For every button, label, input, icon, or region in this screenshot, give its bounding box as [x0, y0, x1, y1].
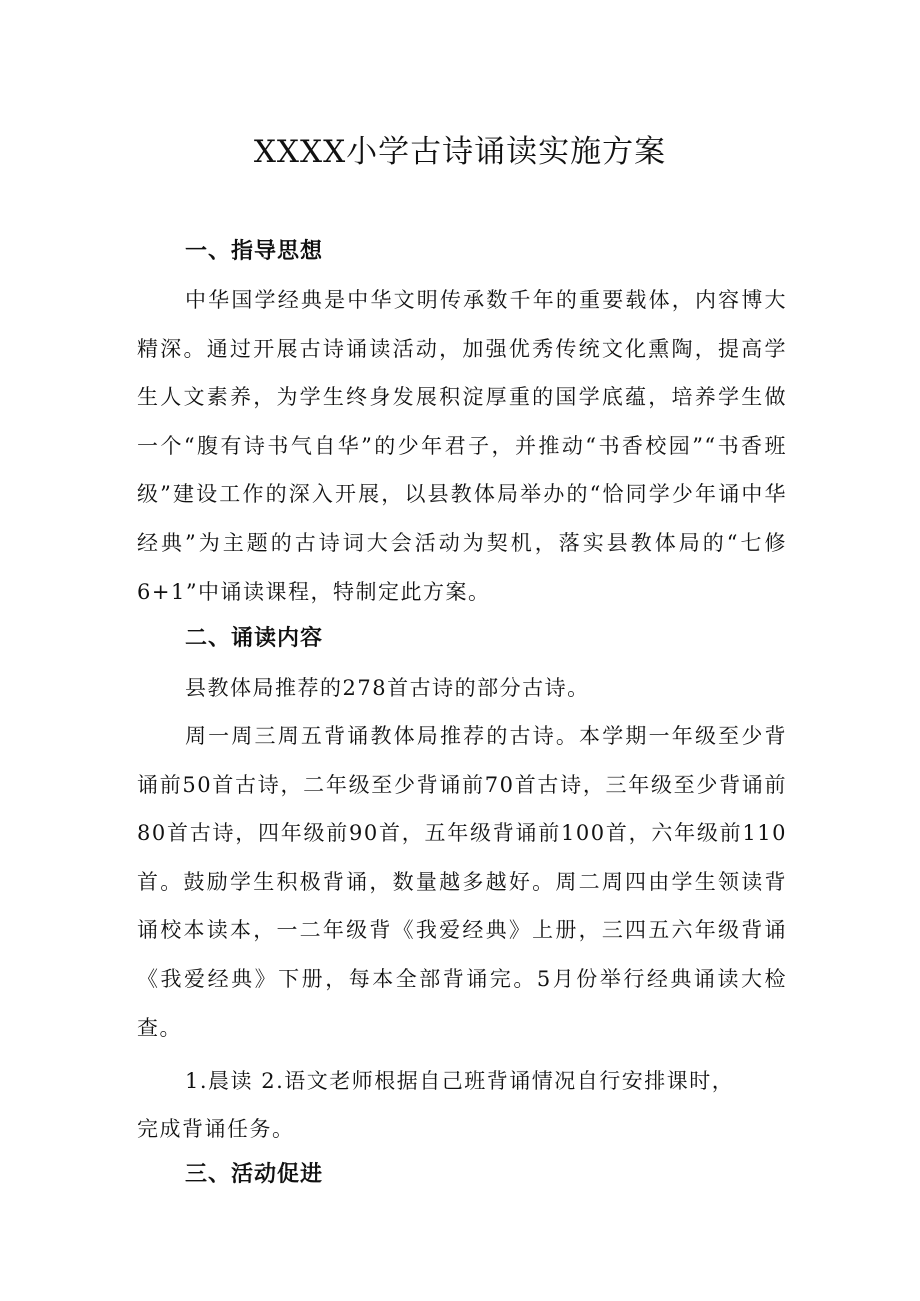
section-heading-guiding-ideology: 一、指导思想 [185, 239, 324, 264]
paragraph-reading-schedule: 周一周三周五背诵教体局推荐的古诗。本学期一年级至少背诵前50首古诗，二年级至少背诵前70首古诗，三年级至少背诵前80首古诗，四年级前90首，五年级背诵前100首，六年级前110首。鼓励学生积极背诵，数量越多越好。周二周四由学生领读背诵校本读本，一二年级背《我爱经典》上册，三四五六年级背诵《我爱经典》下册，每本全部背诵完。5月份举行经典诵读大检查。 [137, 724, 787, 1040]
paragraph-guiding-ideology: 中华国学经典是中华文明传承数千年的重要载体，内容博大精深。通过开展古诗诵读活动，加强优秀传统文化熏陶，提高学生人文素养，为学生终身发展积淀厚重的国学底蕴，培养学生做一个“腹有诗书气自华”的少年君子，并推动“书香校园”“书香班级”建设工作的深入开展，以县教体局举办的“恰同学少年诵中华经典”为主题的古诗词大会活动为契机，落实县教体局的“七修6+1”中诵读课程，特制定此方案。 [137, 288, 787, 604]
section-heading-reading-content: 二、诵读内容 [185, 626, 324, 651]
paragraph-recommended-poems: 县教体局推荐的278首古诗的部分古诗。 [185, 676, 590, 700]
paragraph-reading-methods: 1.晨读 2.语文老师根据自己班背诵情况自行安排课时， [185, 1069, 735, 1093]
document-title: XXXX小学古诗诵读实施方案 [253, 134, 667, 170]
paragraph-reading-methods-continued: 完成背诵任务。 [137, 1117, 295, 1141]
section-heading-activity-promotion: 三、活动促进 [185, 1162, 324, 1187]
